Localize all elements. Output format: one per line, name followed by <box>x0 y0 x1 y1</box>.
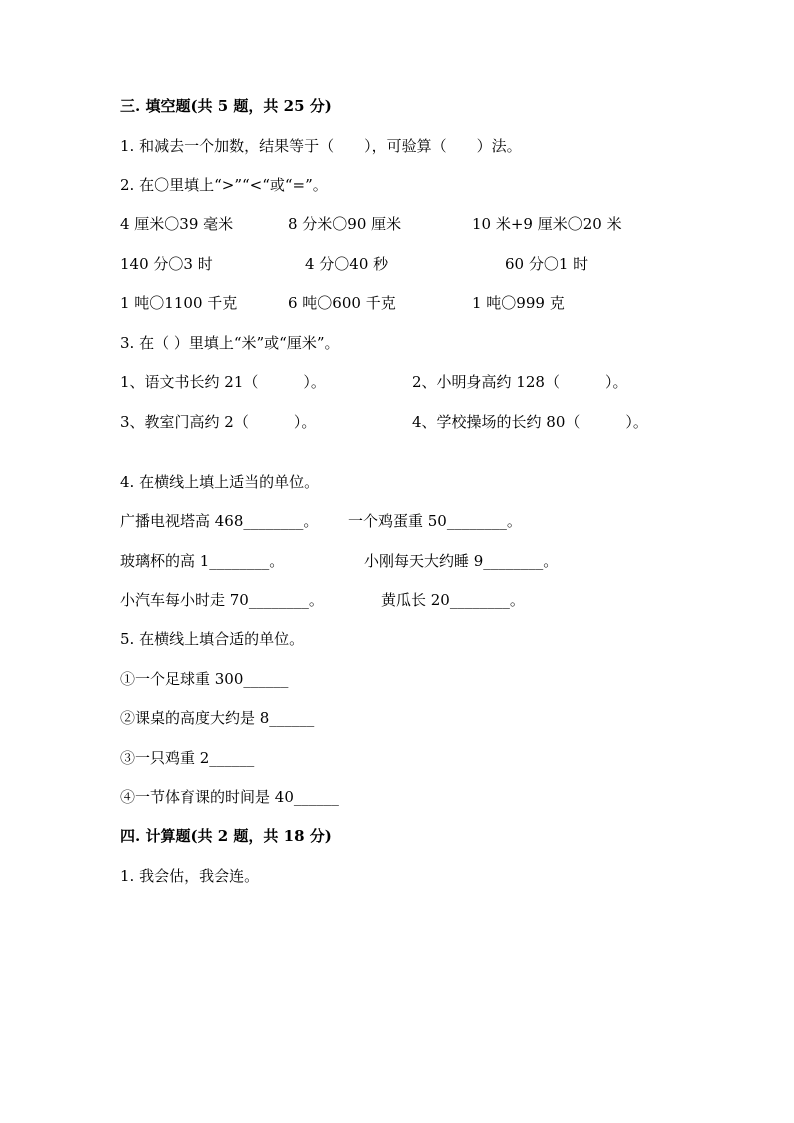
unit-item: ④一节体育课的时间是 40______ <box>120 788 339 806</box>
unit-item: 广播电视塔高 468________。 <box>120 512 319 530</box>
unit-item: 3、教室门高约 2（ ）。 <box>120 413 317 431</box>
compare-item: 1 吨〇1100 千克 <box>120 294 238 312</box>
question-1: 1. 和减去一个加数，结果等于（ ），可验算（ ）法。 <box>120 137 522 155</box>
compare-item: 10 米+9 厘米〇20 米 <box>472 215 622 233</box>
unit-item: 黄瓜长 20________。 <box>381 591 525 609</box>
compare-item: 60 分〇1 时 <box>505 255 589 273</box>
unit-item: 一个鸡蛋重 50________。 <box>348 512 522 530</box>
compare-item: 4 分〇40 秒 <box>305 255 389 273</box>
compare-item: 1 吨〇999 克 <box>472 294 565 312</box>
unit-item: 1、语文书长约 21（ ）。 <box>120 373 326 391</box>
question-3-prompt: 3. 在（ ）里填上“米”或“厘米”。 <box>120 334 340 352</box>
unit-item: 小汽车每小时走 70________。 <box>120 591 324 609</box>
compare-item: 140 分〇3 时 <box>120 255 213 273</box>
section4-heading: 四. 计算题(共 2 题，共 18 分) <box>120 827 332 845</box>
compare-item: 6 吨〇600 千克 <box>288 294 396 312</box>
unit-item: ②课桌的高度大约是 8______ <box>120 709 315 727</box>
unit-item: 小刚每天大约睡 9________。 <box>364 552 559 570</box>
question-5-prompt: 5. 在横线上填合适的单位。 <box>120 630 305 648</box>
unit-item: ①一个足球重 300______ <box>120 670 289 688</box>
unit-item: ③一只鸡重 2______ <box>120 749 255 767</box>
unit-item: 4、学校操场的长约 80（ ）。 <box>412 413 648 431</box>
unit-item: 玻璃杯的高 1________。 <box>120 552 285 570</box>
question-1: 1. 我会估，我会连。 <box>120 867 260 885</box>
question-4-prompt: 4. 在横线上填上适当的单位。 <box>120 473 320 491</box>
compare-item: 4 厘米〇39 毫米 <box>120 215 234 233</box>
unit-item: 2、小明身高约 128（ ）。 <box>412 373 628 391</box>
question-2-prompt: 2. 在〇里填上“>”“<“或“=”。 <box>120 176 328 194</box>
section3-heading: 三. 填空题(共 5 题，共 25 分) <box>120 97 332 115</box>
compare-item: 8 分米〇90 厘米 <box>288 215 402 233</box>
